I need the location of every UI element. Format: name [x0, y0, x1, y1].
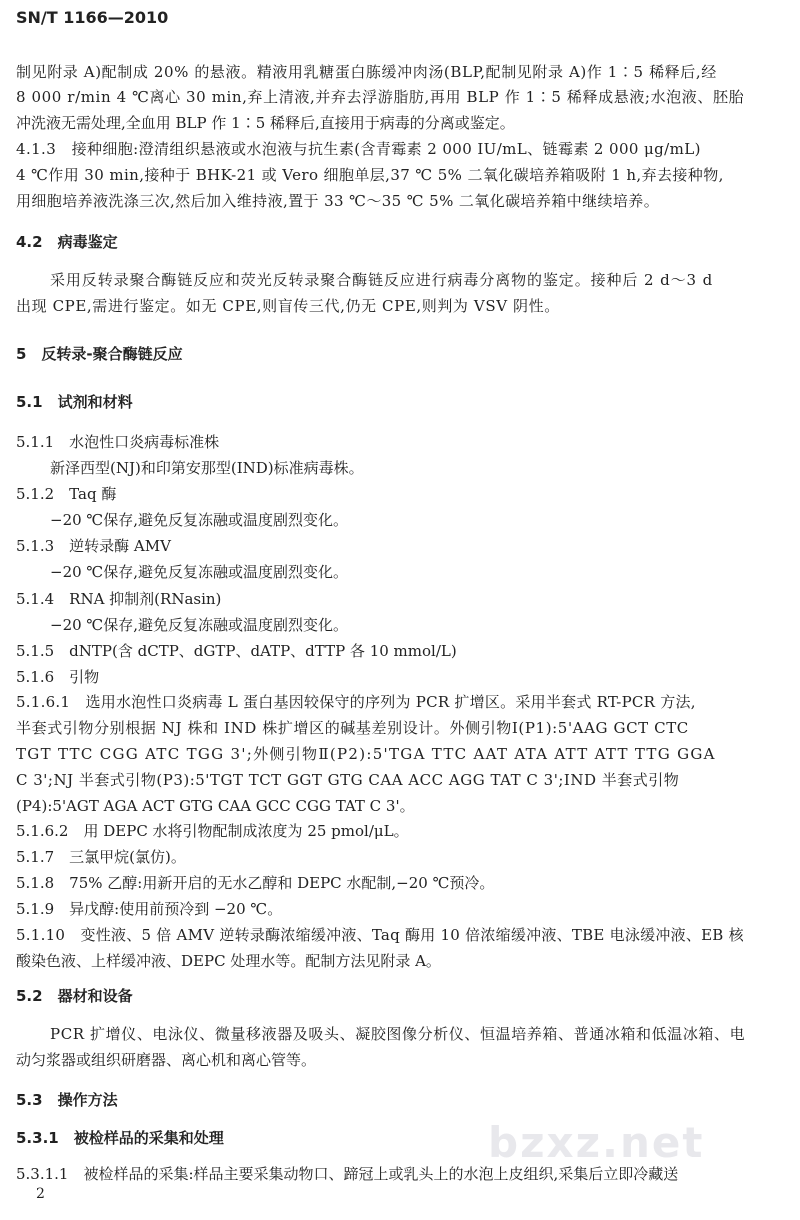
- text-line: 动匀浆器或组织研磨器、离心机和离心管等。: [16, 1051, 317, 1069]
- text-line: −20 ℃保存,避免反复冻融或温度剧烈变化。: [50, 511, 348, 529]
- text-line: 4 ℃作用 30 min,接种于 BHK-21 或 Vero 细胞单层,37 ℃ 5% 二氧化碳培养箱吸附 1 h,弃去接种物,: [16, 166, 724, 184]
- section-heading: 5.3 操作方法: [16, 1091, 118, 1109]
- text-line: 5.1.10 变性液、5 倍 AMV 逆转录酶浓缩缓冲液、Taq 酶用 10 倍浓缩缓冲液、TBE 电泳缓冲液、EB 核: [16, 926, 744, 944]
- text-line: TGT TTC CGG ATC TGG 3';外侧引物Ⅱ(P2):5'TGA TTC AAT ATA ATT ATT TTG GGA: [16, 745, 716, 763]
- text-line: 8 000 r/min 4 ℃离心 30 min,弃上清液,并弃去浮游脂肪,再用 BLP 作 1∶5 稀释成悬液;水泡液、胚胎: [16, 88, 745, 106]
- text-line: 5.1.4 RNA 抑制剂(RNasin): [16, 590, 222, 608]
- section-heading: 5.2 器材和设备: [16, 987, 133, 1005]
- text-line: 5.1.1 水泡性口炎病毒标准株: [16, 433, 220, 451]
- text-line: −20 ℃保存,避免反复冻融或温度剧烈变化。: [50, 563, 348, 581]
- text-line: 5.1.9 异戊醇:使用前预冷到 −20 ℃。: [16, 900, 283, 918]
- text-line: 半套式引物分别根据 NJ 株和 IND 株扩增区的碱基差别设计。外侧引物Ⅰ(P1):5'AAG GCT CTC: [16, 719, 689, 737]
- text-line: 5.1.8 75% 乙醇:用新开启的无水乙醇和 DEPC 水配制,−20 ℃预冷。: [16, 874, 495, 892]
- document-header: SN/T 1166—2010: [16, 8, 169, 27]
- text-line: 用细胞培养液洗涤三次,然后加入维持液,置于 33 ℃～35 ℃ 5% 二氧化碳培养箱中继续培养。: [16, 192, 660, 210]
- text-line: 5.1.6 引物: [16, 668, 100, 686]
- watermark: bzxz.net: [488, 1118, 705, 1167]
- text-line: 5.1.6.2 用 DEPC 水将引物配制成浓度为 25 pmol/μL。: [16, 822, 409, 840]
- text-line: 冲洗液无需处理,全血用 BLP 作 1∶5 稀释后,直接用于病毒的分离或鉴定。: [16, 114, 515, 132]
- page-number: 2: [36, 1186, 45, 1202]
- text-line: 5.3.1.1 被检样品的采集:样品主要采集动物口、蹄冠上或乳头上的水泡上皮组织,采集后立即冷藏送: [16, 1165, 679, 1183]
- text-line: 5.1.6.1 选用水泡性口炎病毒 L 蛋白基因较保守的序列为 PCR 扩增区。采用半套式 RT-PCR 方法,: [16, 693, 696, 711]
- text-line: PCR 扩增仪、电泳仪、微量移液器及吸头、凝胶图像分析仪、恒温培养箱、普通冰箱和低温冰箱、电: [50, 1025, 746, 1043]
- section-heading: 5.3.1 被检样品的采集和处理: [16, 1129, 224, 1147]
- section-heading: 5 反转录-聚合酶链反应: [16, 345, 183, 363]
- text-line: 4.1.3 接种细胞:澄清组织悬液或水泡液与抗生素(含青霉素 2 000 IU/mL、链霉素 2 000 μg/mL): [16, 140, 701, 158]
- text-line: 5.1.5 dNTP(含 dCTP、dGTP、dATP、dTTP 各 10 mmol/L): [16, 642, 457, 660]
- text-line: C 3';NJ 半套式引物(P3):5'TGT TCT GGT GTG CAA ACC AGG TAT C 3';IND 半套式引物: [16, 771, 680, 789]
- text-line: (P4):5'AGT AGA ACT GTG CAA GCC CGG TAT C 3'。: [16, 797, 415, 815]
- text-line: 出现 CPE,需进行鉴定。如无 CPE,则盲传三代,仍无 CPE,则判为 VSV 阴性。: [16, 297, 560, 315]
- text-line: 采用反转录聚合酶链反应和荧光反转录聚合酶链反应进行病毒分离物的鉴定。接种后 2 d～3 d: [50, 271, 714, 289]
- text-line: 5.1.7 三氯甲烷(氯仿)。: [16, 848, 186, 866]
- section-heading: 5.1 试剂和材料: [16, 393, 133, 411]
- section-heading: 4.2 病毒鉴定: [16, 233, 118, 251]
- text-line: 5.1.2 Taq 酶: [16, 485, 117, 503]
- text-line: 5.1.3 逆转录酶 AMV: [16, 537, 171, 555]
- text-line: 新泽西型(NJ)和印第安那型(IND)标准病毒株。: [50, 459, 364, 477]
- text-line: −20 ℃保存,避免反复冻融或温度剧烈变化。: [50, 616, 348, 634]
- text-line: 酸染色液、上样缓冲液、DEPC 处理水等。配制方法见附录 A。: [16, 952, 441, 970]
- text-line: 制见附录 A)配制成 20% 的悬液。精液用乳糖蛋白胨缓冲肉汤(BLP,配制见附录 A)作 1∶5 稀释后,经: [16, 63, 717, 81]
